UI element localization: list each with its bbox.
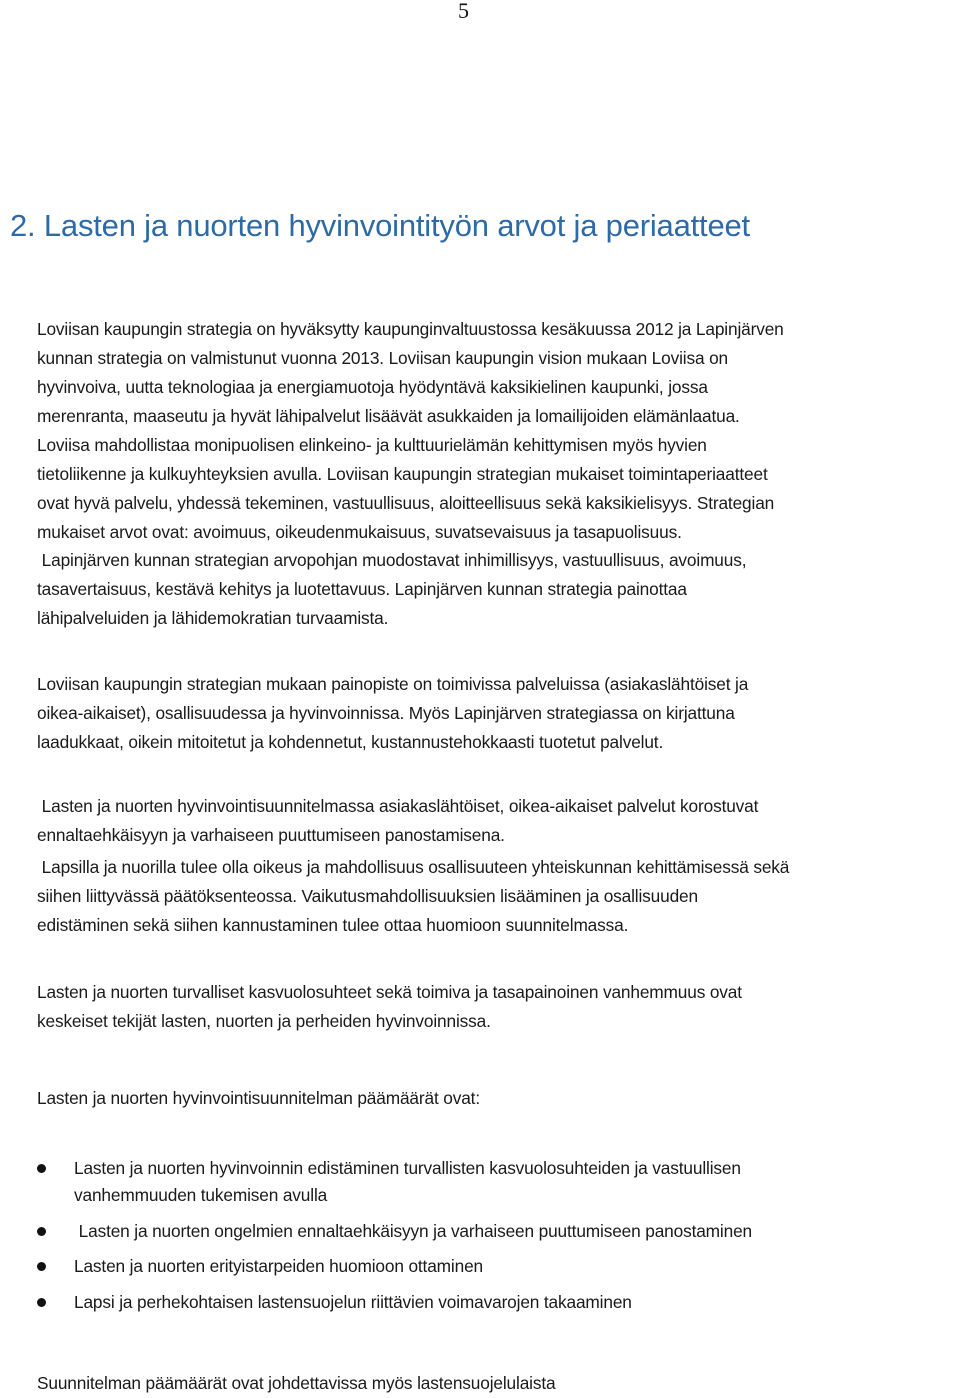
bullet-icon <box>37 1298 46 1307</box>
text-line: Loviisan kaupungin strategia on hyväksytty kaupunginvaltuustossa kesäkuussa 2012 ja Lapinjärven <box>37 319 784 339</box>
text-line: Lasten ja nuorten hyvinvoinnin edistäminen turvallisten kasvuolosuhteiden ja vastuullisen <box>74 1158 741 1178</box>
goal-item <box>37 1218 927 1245</box>
goal-text: Lasten ja nuorten ongelmien ennaltaehkäisyyn ja varhaiseen puuttumiseen panostaminen <box>74 1221 753 1241</box>
goal-text: Lapsi ja perhekohtaisen lastensuojelun riittävien voimavarojen takaaminen <box>74 1292 632 1312</box>
paragraph-strategy <box>37 315 960 547</box>
text-line: mukaiset arvot ovat: avoimuus, oikeudenmukaisuus, suvatsevaisuus ja tasapuolisuus. <box>37 522 682 542</box>
text-line: Lasten ja nuorten hyvinvointisuunnitelmassa asiakaslähtöiset, oikea-aikaiset palvelut korostuvat <box>37 796 759 816</box>
text-line: kunnan strategia on valmistunut vuonna 2013. Loviisan kaupungin vision mukaan Loviisa on <box>37 348 728 368</box>
text-line: Lapsilla ja nuorilla tulee olla oikeus ja mahdollisuus osallisuuteen yhteiskunnan kehittämisessä sekä <box>37 857 790 877</box>
page-number: 5 <box>458 0 469 23</box>
text-line: edistäminen sekä siihen kannustaminen tulee ottaa huomioon suunnitelmassa. <box>37 915 629 935</box>
text-line: ovat hyvä palvelu, yhdessä tekeminen, vastuullisuus, aloitteellisuus sekä kaksikielisyys. Strategian <box>37 493 775 513</box>
goal-item <box>37 1253 927 1280</box>
text-line: Loviisa mahdollistaa monipuolisen elinkeino- ja kulttuurielämän kehittymisen myös hyvien <box>37 435 707 455</box>
goal-item <box>37 1155 927 1209</box>
text-line: tasavertaisuus, kestävä kehitys ja luotettavuus. Lapinjärven kunnan strategia painottaa <box>37 579 687 599</box>
text-line: vanhemmuuden tukemisen avulla <box>74 1185 328 1205</box>
text-line: Lapinjärven kunnan strategian arvopohjan muodostavat inhimillisyys, vastuullisuus, avoimuus, <box>37 550 747 570</box>
text-line: keskeiset tekijät lasten, nuorten ja perheiden hyvinvoinnissa. <box>37 1011 491 1031</box>
text-line: merenranta, maaseutu ja hyvät lähipalvelut lisäävät asukkaiden ja lomailijoiden elämänlaatua. <box>37 406 740 426</box>
paragraph-parenthood <box>37 978 960 1036</box>
text-line: Lasten ja nuorten hyvinvointisuunnitelman päämäärät ovat: <box>37 1088 480 1108</box>
bullet-icon <box>37 1164 46 1173</box>
text-line: lähipalveluiden ja lähidemokratian turvaamista. <box>37 608 389 628</box>
text-line: tietoliikenne ja kulkuyhteyksien avulla. Loviisan kaupungin strategian mukaiset toimintaperiaatteet <box>37 464 768 484</box>
paragraph-participation <box>37 853 960 940</box>
text-line: siihen liittyvässä päätöksenteossa. Vaikutusmahdollisuuksien lisääminen ja osallisuuden <box>37 886 698 906</box>
bullet-icon <box>37 1227 46 1236</box>
paragraph-focus <box>37 670 960 757</box>
text-line: Suunnitelman päämäärät ovat johdettavissa myös lastensuojelulaista <box>37 1373 556 1393</box>
section-heading: 2. Lasten ja nuorten hyvinvointityön arvot ja periaatteet <box>10 208 750 243</box>
goal-text <box>74 1155 927 1209</box>
text-line: hyvinvoiva, uutta teknologiaa ja energiamuotoja hyödyntävä kaksikielinen kaupunki, jossa <box>37 377 708 397</box>
goal-item <box>37 1289 927 1316</box>
paragraph-lapinjarvi-values <box>37 546 960 633</box>
bullet-icon <box>37 1262 46 1271</box>
text-line: Lasten ja nuorten turvalliset kasvuolosuhteet sekä toimiva ja tasapainoinen vanhemmuus ovat <box>37 982 742 1002</box>
text-line: oikea-aikaiset), osallisuudessa ja hyvinvoinnissa. Myös Lapinjärven strategiassa on kirjattuna <box>37 703 735 723</box>
goal-text: Lasten ja nuorten erityistarpeiden huomioon ottaminen <box>74 1256 483 1276</box>
paragraph-goals-intro <box>37 1084 960 1113</box>
text-line: Loviisan kaupungin strategian mukaan painopiste on toimivissa palveluissa (asiakaslähtöiset ja <box>37 674 749 694</box>
text-line: laadukkaat, oikein mitoitetut ja kohdennetut, kustannustehokkaasti tuotetut palvelut. <box>37 732 664 752</box>
paragraph-plan-services <box>37 792 960 850</box>
text-line: ennaltaehkäisyyn ja varhaiseen puuttumiseen panostamisena. <box>37 825 505 845</box>
